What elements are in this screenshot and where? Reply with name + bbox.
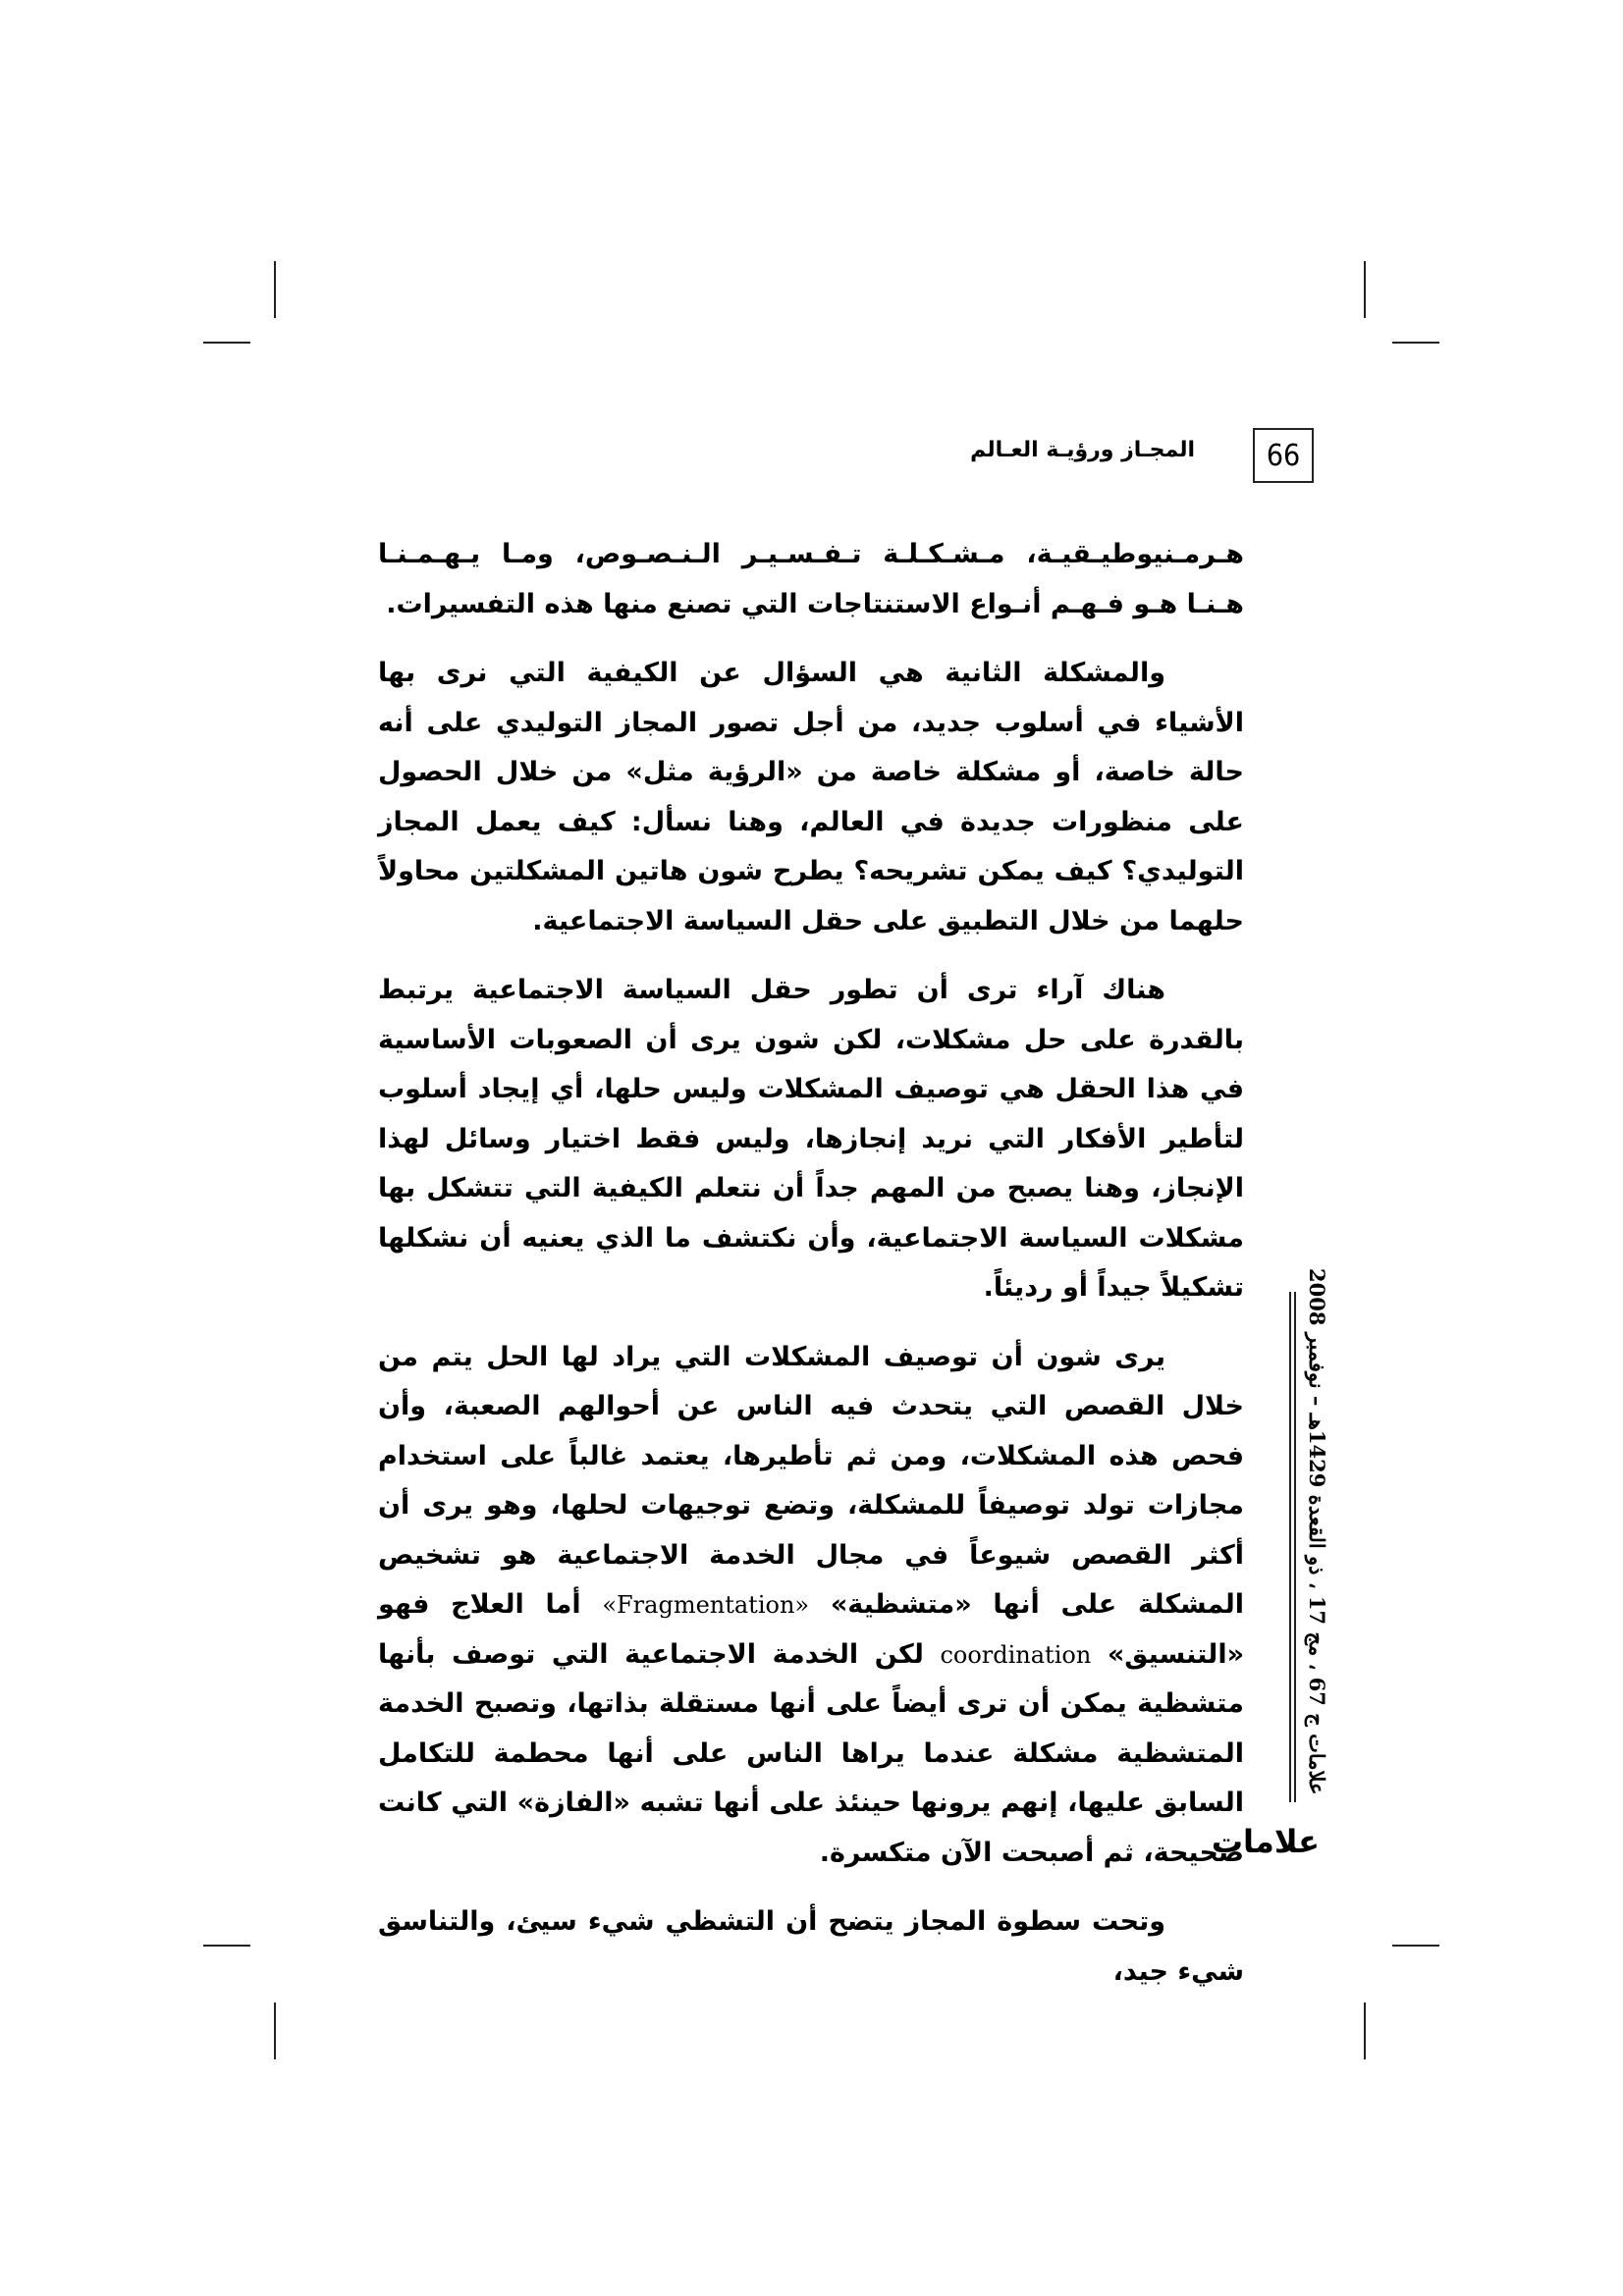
paragraph-4-text-a: يرى شون أن توصيف المشكلات التي يراد لها الحل يتم من خلال القصص التي يتحدث فيه الناس عن أحوالهم الصعبة، وأن فحص هذه المشكلات، ومن ثم تأطيرها، يعتمد غالباً على استخدام مجازات تولد توصيفاً للمشكلة، وتضع توجيهات لحلها، وهو يرى أن أكثر القصص شيوعاً في مجال الخدمة الاجتماعية هو تشخيص المشكلة على أنها «متشظية» [378, 1341, 1245, 1620]
side-rule [1294, 1292, 1296, 1802]
paragraph-3: هناك آراء ترى أن تطور حقل السياسة الاجتماعية يرتبط بالقدرة على حل مشكلات، لكن شون يرى أن الصعوبات الأساسية في هذا الحقل هي توصيف المشكلات وليس حلها، أي إيجاد أسلوب لتأطير الأفكار التي نريد إنجازها، وليس فقط اختيار وسائل لهذا الإنجاز، وهنا يصبح من المهم جداً أن نتعلم الكيفية التي تتشكل بها مشكلات السياسة الاجتماعية، وأن نكتشف ما الذي يعنيه أن نشكلها تشكيلاً جيداً أو رديئاً. [378, 975, 1244, 1303]
paragraph-1: هـرمـنيوطيـقيـة، مـشـكـلـة تـفـسـيـر الـنـصـوص، ومـا يـهـمـنـا هـنـا هـو فـهـم أنـواع الاستنتاجات التي تصنع منها هذه التفسيرات. [378, 539, 1244, 619]
page-number: 66 [1253, 428, 1314, 483]
latin-term-coordination: coordination [940, 1640, 1092, 1669]
paragraph-4 [378, 1333, 1244, 1879]
journal-citation: علامات ج 67 ، مج 17 ، ذو القعدة 1429هـ – نوفمبر 2008 [1305, 1268, 1329, 1795]
paragraph-4-text-b: أما العلاج فهو «التنسيق» [378, 1589, 1245, 1670]
crop-mark-bottom-right-vertical [1364, 2002, 1366, 2059]
crop-mark-bottom-right-horizontal [1392, 1945, 1439, 1947]
article-body [378, 530, 1244, 2016]
latin-term-fragmentation: «Fragmentation» [602, 1591, 810, 1619]
side-rule [1289, 1292, 1291, 1802]
crop-mark-bottom-left-horizontal [203, 1945, 250, 1947]
crop-mark-top-right-vertical [1364, 261, 1366, 318]
crop-mark-top-left-vertical [274, 261, 276, 318]
journal-logo: علامات [1211, 1823, 1320, 1860]
crop-mark-bottom-left-vertical [274, 2002, 276, 2059]
running-header-title: المجـاز ورؤيـة العـالم [970, 438, 1195, 462]
paragraph-4-text-c: لكن الخدمة الاجتماعية التي توصف بأنها متشظية يمكن أن ترى أيضاً على أنها مستقلة بذاتها، وتصبح الخدمة المتشظية مشكلة عندما يراها الناس على أنها محطمة للتكامل السابق عليها، إنهم يرونها حينئذ على أنها تشبه «الفازة» التي كانت صحيحة، ثم أصبحت الآن متكسرة. [378, 1638, 1244, 1868]
crop-mark-top-left-horizontal [203, 342, 250, 344]
crop-mark-top-right-horizontal [1392, 342, 1439, 344]
paragraph-2: والمشكلة الثانية هي السؤال عن الكيفية التي نرى بها الأشياء في أسلوب جديد، من أجل تصور المجاز التوليدي على أنه حالة خاصة، أو مشكلة خاصة من «الرؤية مثل» من خلال الحصول على منظورات جديدة في العالم، وهنا نسأل: كيف يعمل المجاز التوليدي؟ كيف يمكن تشريحه؟ يطرح شون هاتين المشكلتين محاولاً حلهما من خلال التطبيق على حقل السياسة الاجتماعية. [378, 658, 1244, 936]
paragraph-5: وتحت سطوة المجاز يتضح أن التشظي شيء سيئ، والتناسق شيء جيد، [378, 1906, 1244, 1987]
